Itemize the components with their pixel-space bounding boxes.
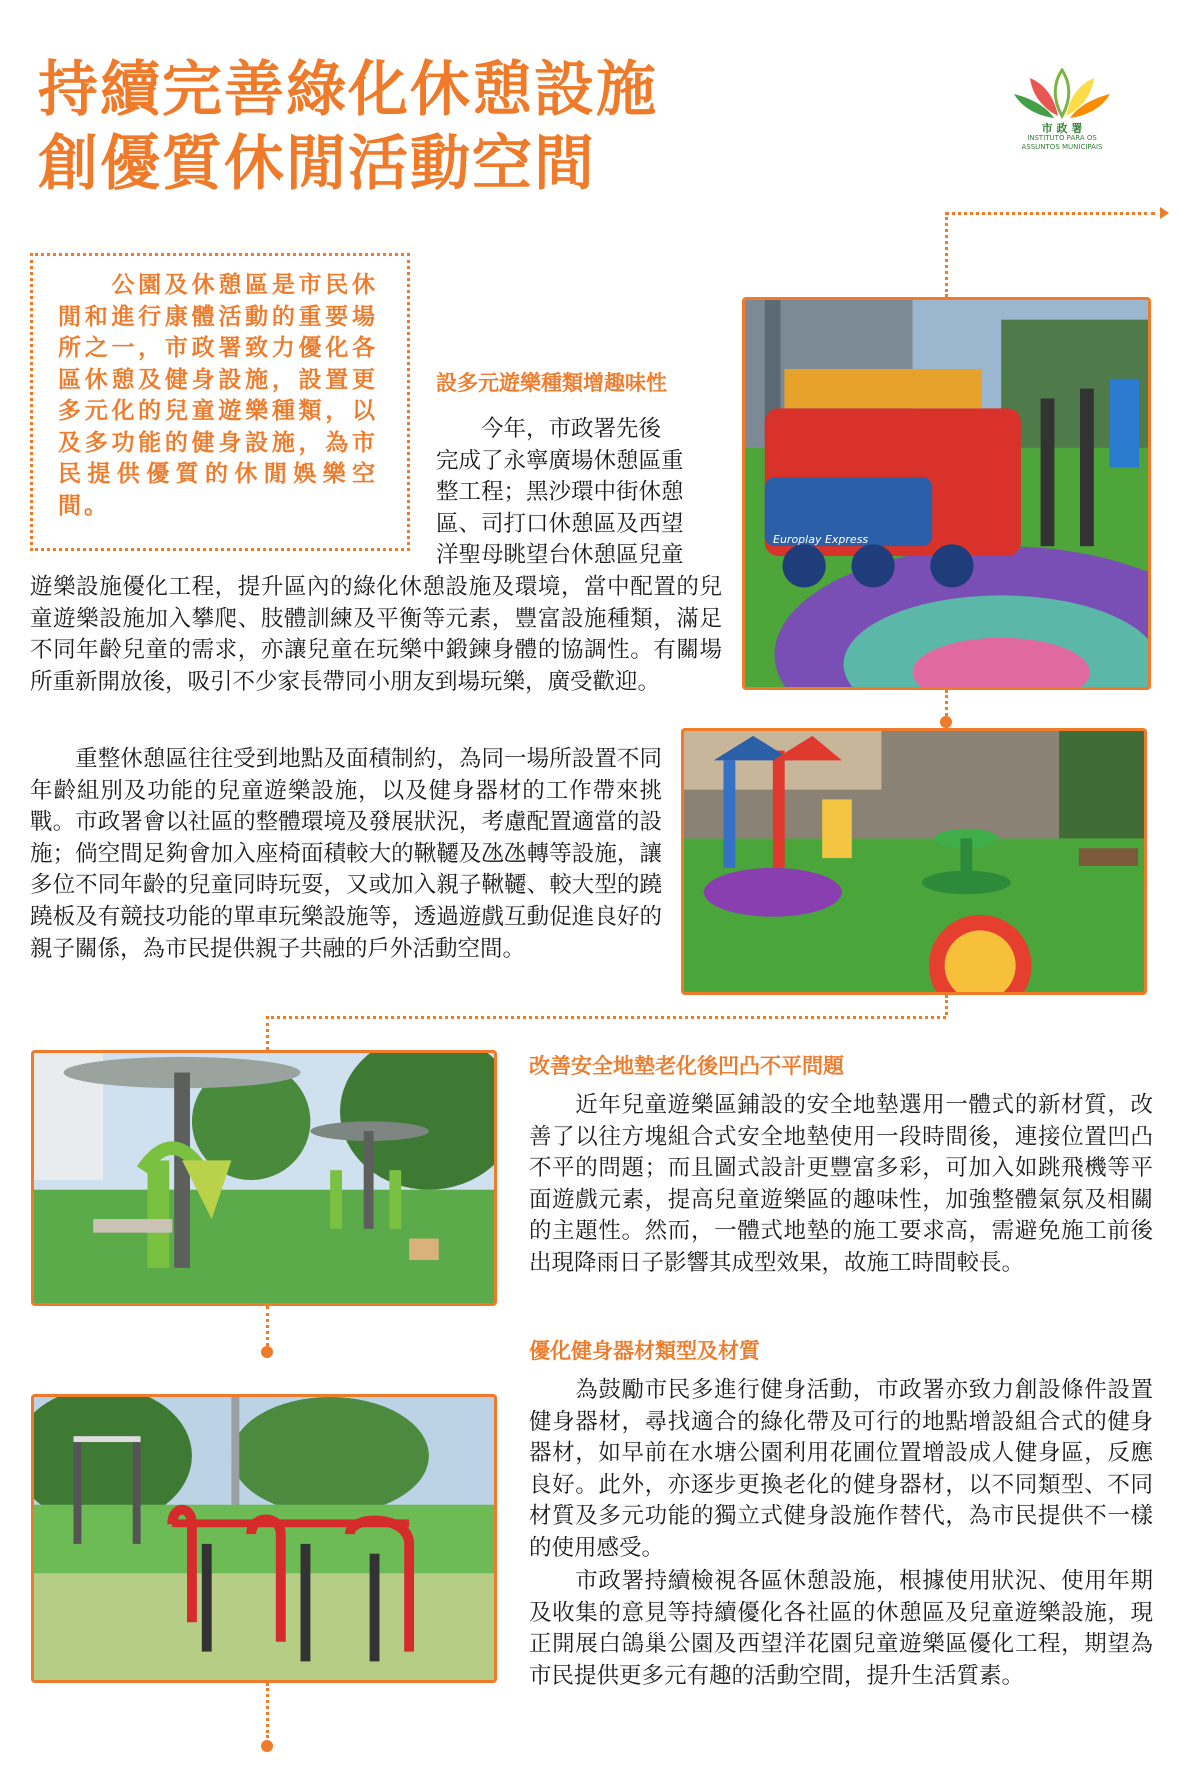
logo-name-pt: INSTITUTO PARA OS ASSUNTOS MUNICIPAIS [1021, 134, 1103, 151]
page-title-line-1: 持續完善綠化休憩設施 [38, 55, 658, 125]
text-line: 洋聖母眺望台休憩區兒童 [436, 542, 684, 569]
connector-line [266, 1016, 269, 1050]
train-sign: Europlay Express [773, 533, 869, 546]
connector-line [266, 1683, 269, 1738]
connector-line [945, 995, 948, 1015]
photo-train-playground [742, 297, 1151, 690]
section1-heading: 設多元遊樂種類增趣味性 [436, 371, 667, 395]
text-line: 完成了永寧廣場休憩區重 [436, 447, 684, 474]
section3-paragraph-1: 為鼓勵市民多進行健身活動，市政署亦致力創設條件設置健身器材，尋找適合的綠化帶及可行的地點增設組合式的健身器材，如早前在水塘公園利用花圃位置增設成人健身區，反應良好。此外，亦逐步更換老化的健身器材，以不同類型、不同材質及多元功能的獨立式健身設施作替代，為市民提供不一樣的使用感受。 [529, 1377, 1153, 1561]
section3-heading: 優化健身器材類型及材質 [529, 1339, 760, 1363]
photo-fitness-bars [31, 1394, 497, 1683]
connector-arrow [1160, 207, 1169, 219]
connector-line [266, 1016, 946, 1019]
section2-heading: 改善安全地墊老化後凹凸不平問題 [529, 1054, 844, 1078]
photo-spinner-park [681, 728, 1147, 995]
connector-line [945, 212, 1155, 215]
logo-name-zh: 市 政 署 [1041, 122, 1083, 135]
section2-paragraph: 近年兒童遊樂區鋪設的安全地墊選用一體式的新材質，改善了以往方塊組合式安全地墊使用一段時間後，連接位置凹凸不平的問題；而且圖式設計更豐富多彩，可加入如跳飛機等平面遊戲元素，提高兒童遊樂區的趣味性，加強整體氣氛及相關的主題性。然而，一體式地墊的施工要求高，需避免施工前後出現降雨日子影響其成型效果，故施工時間較長。 [529, 1092, 1153, 1276]
text-line: 今年，市政署先後 [436, 416, 662, 442]
section1-narrow-text [436, 414, 722, 572]
leaf-logo-icon [1012, 68, 1112, 120]
connector-node [261, 1740, 273, 1752]
connector-node [261, 1346, 273, 1358]
section1-paragraph: 遊樂設施優化工程，提升區內的綠化休憩設施及環境，當中配置的兒童遊樂設施加入攀爬、肢體訓練及平衡等元素，豐富設施種類，滿足不同年齡兒童的需求，亦讓兒童在玩樂中鍛鍊身體的協調性。有關場所重新開放後，吸引不少家長帶同小朋友到場玩樂，廣受歡迎。 [30, 574, 722, 695]
text-line: 區、司打口休憩區及西望 [436, 510, 684, 537]
connector-line [945, 212, 948, 297]
photo-fitness-canopy [31, 1050, 497, 1306]
section3-paragraph-2: 市政署持續檢視各區休憩設施，根據使用狀況、使用年期及收集的意見等持續優化各社區的休憩區及兒童遊樂設施，現正開展白鴿巢公園及西望洋花園兒童遊樂區優化工程，期望為市民提供更多元有趣的活動空間，提升生活質素。 [529, 1568, 1153, 1689]
page-title-line-2: 創優質休閒活動空間 [38, 129, 596, 199]
section1-paragraph-2: 重整休憩區往往受到地點及面積制約，為同一場所設置不同年齡組別及功能的兒童遊樂設施，以及健身器材的工作帶來挑戰。市政署會以社區的整體環境及發展狀況，考慮配置適當的設施；倘空間足夠會加入座椅面積較大的鞦韆及氹氹轉等設施，讓多位不同年齡的兒童同時玩耍，又或加入親子鞦韆、較大型的蹺蹺板及有競技功能的單車玩樂設施等，透過遊戲互動促進良好的親子關係，為市民提供親子共融的戶外活動空間。 [30, 746, 662, 962]
iam-logo [1012, 68, 1112, 164]
intro-text: 公園及休憩區是市民休閒和進行康體活動的重要場所之一，市政署致力優化各區休憩及健身設施，設置更多元化的兒童遊樂種類，以及多功能的健身設施，為市民提供優質的休閒娛樂空間。 [58, 272, 378, 519]
text-line: 整工程；黑沙環中街休憩 [436, 479, 684, 506]
connector-node [940, 716, 952, 728]
